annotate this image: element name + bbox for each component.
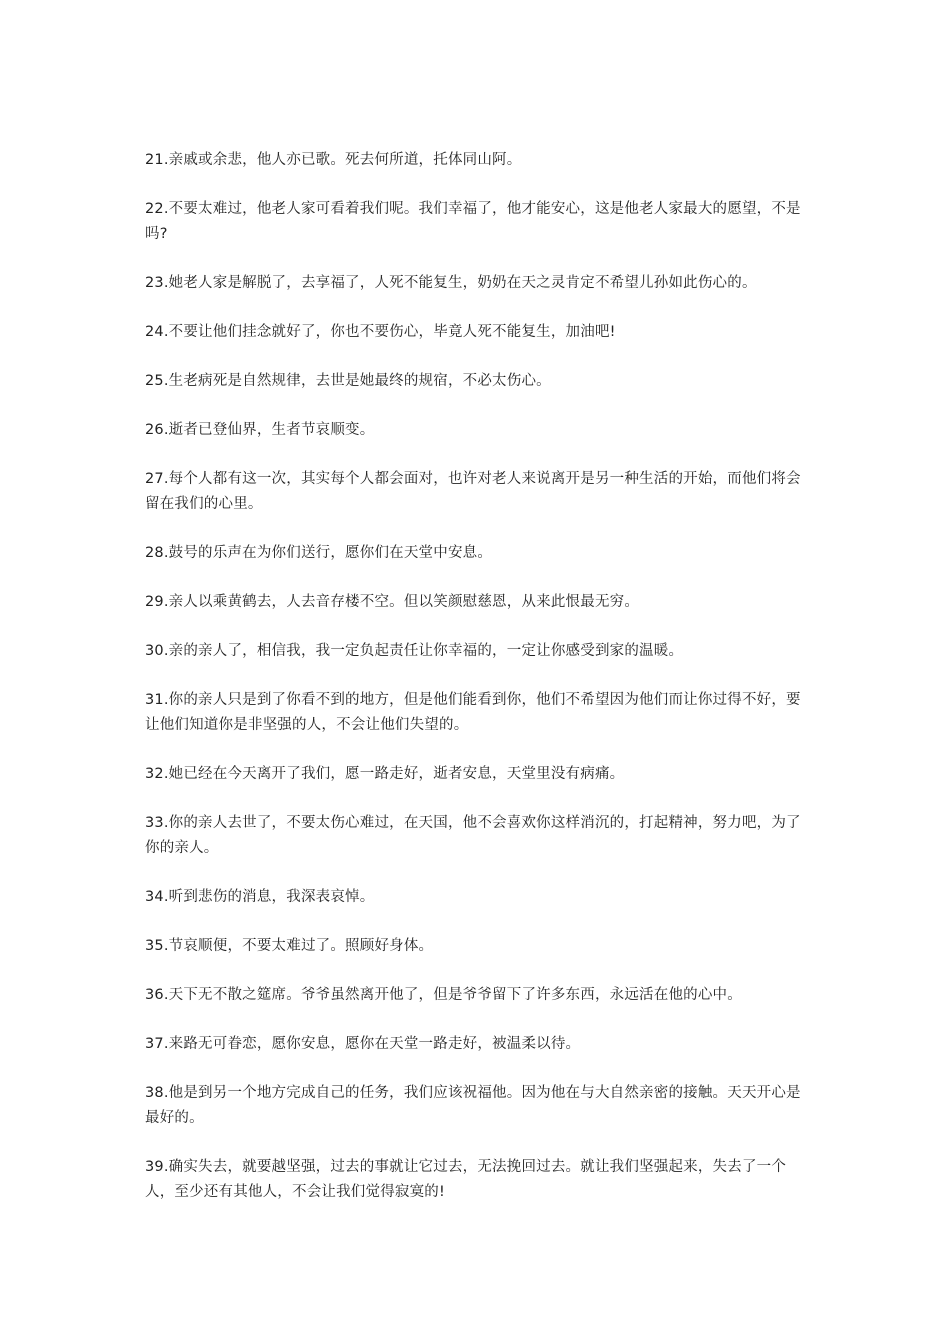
list-item-32: 32.她已经在今天离开了我们，愿一路走好，逝者安息，天堂里没有病痛。: [145, 766, 625, 782]
list-item-23: 23.她老人家是解脱了，去享福了，人死不能复生，奶奶在天之灵肯定不希望儿孙如此伤心的。: [145, 275, 757, 291]
list-item-37: 37.来路无可眷恋，愿你安息，愿你在天堂一路走好，被温柔以待。: [145, 1036, 581, 1052]
list-item-29: 29.亲人以乘黄鹤去，人去音存楼不空。但以笑颜慰慈恩，从来此恨最无穷。: [145, 594, 640, 610]
list-item-25: 25.生老病死是自然规律，去世是她最终的规宿，不必太伤心。: [145, 373, 551, 389]
list-item-26: 26.逝者已登仙界，生者节哀顺变。: [145, 422, 375, 438]
list-item-33: 33.你的亲人去世了，不要太伤心难过，在天国，他不会喜欢你这样消沉的，打起精神，努力吧，为了你的亲人。: [145, 815, 801, 856]
list-item-39: 39.确实失去，就要越坚强，过去的事就让它过去，无法挽回过去。就让我们坚强起来，失去了一个人，至少还有其他人，不会让我们觉得寂寞的!: [145, 1159, 787, 1200]
list-item-28: 28.鼓号的乐声在为你们送行，愿你们在天堂中安息。: [145, 545, 493, 561]
list-item-21: 21.亲戚或余悲，他人亦已歌。死去何所道，托体同山阿。: [145, 152, 522, 168]
list-item-24: 24.不要让他们挂念就好了，你也不要伤心，毕竟人死不能复生，加油吧!: [145, 324, 616, 340]
list-item-34: 34.听到悲伤的消息，我深表哀悼。: [145, 889, 375, 905]
list-item-31: 31.你的亲人只是到了你看不到的地方，但是他们能看到你，他们不希望因为他们而让你过得不好，要让他们知道你是非坚强的人，不会让他们失望的。: [145, 692, 801, 733]
list-item-35: 35.节哀顺便，不要太难过了。照顾好身体。: [145, 938, 434, 954]
list-item-30: 30.亲的亲人了，相信我，我一定负起责任让你幸福的，一定让你感受到家的温暖。: [145, 643, 684, 659]
list-item-38: 38.他是到另一个地方完成自己的任务，我们应该祝福他。因为他在与大自然亲密的接触。天天开心是最好的。: [145, 1085, 801, 1126]
document-body: [145, 148, 807, 1229]
list-item-27: 27.每个人都有这一次，其实每个人都会面对，也许对老人来说离开是另一种生活的开始，而他们将会留在我们的心里。: [145, 471, 801, 512]
list-item-36: 36.天下无不散之筵席。爷爷虽然离开他了，但是爷爷留下了许多东西，永远活在他的心中。: [145, 987, 742, 1003]
list-item-22: 22.不要太难过，他老人家可看着我们呢。我们幸福了，他才能安心，这是他老人家最大的愿望，不是吗?: [145, 201, 801, 242]
